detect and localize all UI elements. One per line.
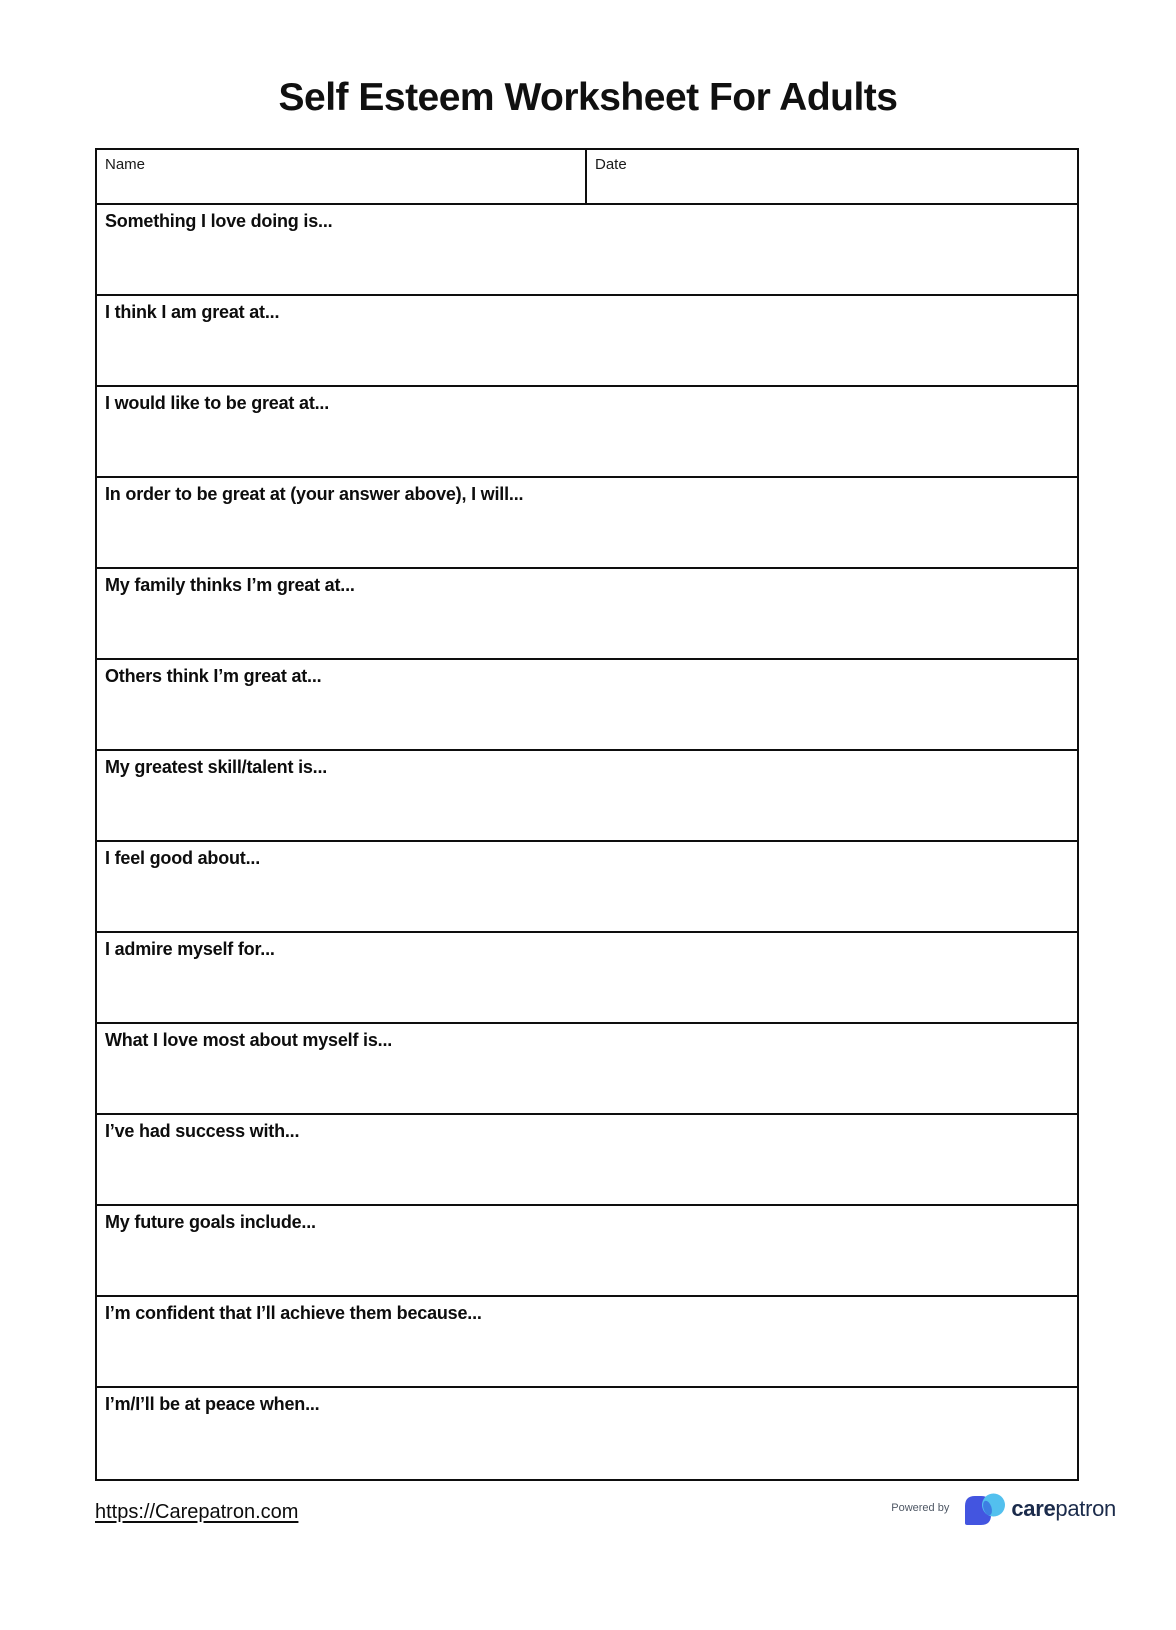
prompt-answer-area[interactable] (97, 1324, 1077, 1386)
worksheet-table (95, 148, 1079, 1481)
prompt-row (97, 933, 1077, 1024)
prompt-label: What I love most about myself is... (105, 1030, 393, 1050)
prompt-answer-area[interactable] (97, 778, 1077, 840)
prompt-row (97, 1024, 1077, 1115)
prompt-answer-area[interactable] (97, 323, 1077, 385)
name-date-row (97, 150, 1077, 205)
prompt-label: I’ve had success with... (105, 1121, 300, 1141)
prompt-label: My family thinks I’m great at... (105, 575, 355, 595)
brand-patron: patron (1055, 1496, 1116, 1521)
prompt-answer-area[interactable] (97, 596, 1077, 658)
prompt-row (97, 478, 1077, 569)
prompt-answer-area[interactable] (97, 960, 1077, 1022)
prompt-label: My greatest skill/talent is... (105, 757, 328, 777)
prompt-label: Others think I’m great at... (105, 666, 322, 686)
prompt-answer-area[interactable] (97, 1051, 1077, 1113)
prompt-row (97, 205, 1077, 296)
prompt-row (97, 842, 1077, 933)
prompt-answer-area[interactable] (97, 1142, 1077, 1204)
date-input-area[interactable] (595, 173, 1069, 197)
prompt-row (97, 751, 1077, 842)
prompt-row (97, 1115, 1077, 1206)
prompt-label: I think I am great at... (105, 302, 280, 322)
brand-care: care (1011, 1496, 1056, 1521)
name-field[interactable] (97, 150, 587, 203)
prompt-answer-area[interactable] (97, 1415, 1077, 1479)
prompt-answer-area[interactable] (97, 869, 1077, 931)
name-label: Name (105, 156, 146, 173)
powered-by-label: Powered by (891, 1502, 950, 1514)
prompt-row (97, 1388, 1077, 1479)
name-input-area[interactable] (105, 173, 577, 197)
prompt-answer-area[interactable] (97, 1233, 1077, 1295)
prompt-row (97, 387, 1077, 478)
prompt-answer-area[interactable] (97, 505, 1077, 567)
carepatron-logo-icon (961, 1488, 1007, 1530)
prompt-row (97, 1206, 1077, 1297)
prompt-row (97, 1297, 1077, 1388)
prompt-label: I feel good about... (105, 848, 260, 868)
prompt-answer-area[interactable] (97, 687, 1077, 749)
prompt-label: My future goals include... (105, 1212, 316, 1232)
prompt-label: I’m confident that I’ll achieve them because... (105, 1303, 482, 1323)
date-field[interactable] (587, 150, 1077, 203)
prompt-answer-area[interactable] (97, 232, 1077, 294)
prompt-row (97, 569, 1077, 660)
page-title: Self Esteem Worksheet For Adults (278, 76, 898, 119)
prompt-label: I would like to be great at... (105, 393, 330, 413)
carepatron-brand (961, 1488, 1116, 1530)
carepatron-wordmark (1011, 1496, 1116, 1522)
prompt-label: Something I love doing is... (105, 211, 333, 231)
prompt-row (97, 296, 1077, 387)
prompt-label: I’m/I’ll be at peace when... (105, 1394, 320, 1414)
powered-by-block (891, 1486, 1116, 1532)
prompt-label: In order to be great at (your answer above), I will... (105, 484, 524, 504)
prompt-label: I admire myself for... (105, 939, 275, 959)
prompt-row (97, 660, 1077, 751)
prompt-answer-area[interactable] (97, 414, 1077, 476)
carepatron-link[interactable]: https://Carepatron.com (95, 1501, 299, 1523)
date-label: Date (595, 156, 627, 173)
